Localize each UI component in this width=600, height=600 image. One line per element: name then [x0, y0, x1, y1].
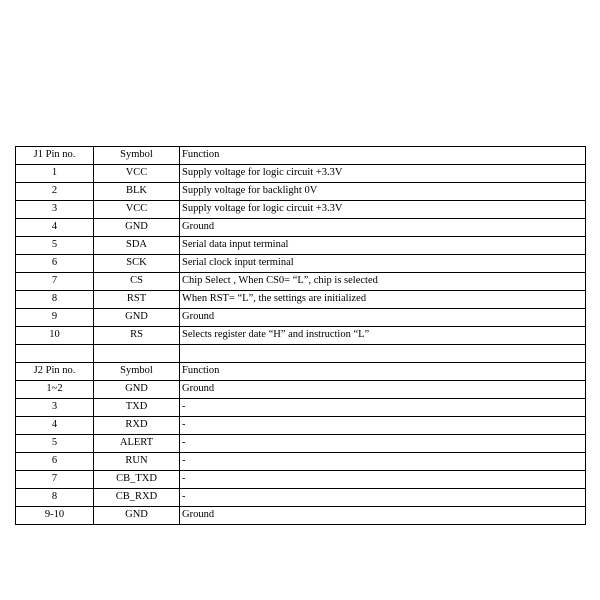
cell-pin: 5: [16, 237, 94, 255]
column-header-function: Function: [180, 147, 586, 165]
column-header-function: Function: [180, 363, 586, 381]
cell-symbol: GND: [94, 507, 180, 525]
cell-symbol: CB_TXD: [94, 471, 180, 489]
table-row: [16, 417, 586, 435]
cell-symbol: GND: [94, 309, 180, 327]
cell-function: When RST= “L”, the settings are initialized: [180, 291, 586, 309]
cell-function: -: [180, 417, 586, 435]
pin-table: [15, 146, 586, 525]
cell-function: Ground: [180, 219, 586, 237]
table-row: [16, 489, 586, 507]
table-row: [16, 381, 586, 399]
table-row: [16, 435, 586, 453]
table-row: [16, 327, 586, 345]
cell-function: Selects register date “H” and instruction “L”: [180, 327, 586, 345]
pin-assignment-tables: [15, 146, 585, 525]
cell-pin: 6: [16, 453, 94, 471]
table-header-row-j2: [16, 363, 586, 381]
column-header-symbol: Symbol: [94, 147, 180, 165]
column-header-symbol: Symbol: [94, 363, 180, 381]
cell-symbol: RS: [94, 327, 180, 345]
table-row: [16, 201, 586, 219]
cell-function: Ground: [180, 309, 586, 327]
cell-symbol: CB_RXD: [94, 489, 180, 507]
cell-pin: 7: [16, 471, 94, 489]
cell-symbol: SCK: [94, 255, 180, 273]
table-row: [16, 507, 586, 525]
cell-function: Serial data input terminal: [180, 237, 586, 255]
cell-function: -: [180, 435, 586, 453]
cell-symbol: TXD: [94, 399, 180, 417]
cell-blank: [94, 345, 180, 363]
table-row: [16, 453, 586, 471]
column-header-pin: J2 Pin no.: [16, 363, 94, 381]
cell-symbol: VCC: [94, 165, 180, 183]
cell-pin: 9-10: [16, 507, 94, 525]
cell-symbol: GND: [94, 381, 180, 399]
cell-symbol: GND: [94, 219, 180, 237]
cell-symbol: VCC: [94, 201, 180, 219]
table-row: [16, 273, 586, 291]
cell-blank: [16, 345, 94, 363]
table-header-row-j1: [16, 147, 586, 165]
cell-symbol: RUN: [94, 453, 180, 471]
cell-pin: 6: [16, 255, 94, 273]
cell-pin: 8: [16, 489, 94, 507]
cell-pin: 1~2: [16, 381, 94, 399]
table-spacer-row: [16, 345, 586, 363]
cell-function: Serial clock input terminal: [180, 255, 586, 273]
cell-pin: 4: [16, 417, 94, 435]
column-header-pin: J1 Pin no.: [16, 147, 94, 165]
table-row: [16, 255, 586, 273]
table-row: [16, 399, 586, 417]
cell-function: Supply voltage for backlight 0V: [180, 183, 586, 201]
cell-function: -: [180, 489, 586, 507]
cell-function: -: [180, 399, 586, 417]
cell-pin: 7: [16, 273, 94, 291]
table-row: [16, 219, 586, 237]
cell-pin: 4: [16, 219, 94, 237]
cell-pin: 9: [16, 309, 94, 327]
cell-pin: 8: [16, 291, 94, 309]
cell-pin: 2: [16, 183, 94, 201]
table-row: [16, 291, 586, 309]
table-row: [16, 471, 586, 489]
cell-function: Supply voltage for logic circuit +3.3V: [180, 201, 586, 219]
table-row: [16, 165, 586, 183]
cell-blank: [180, 345, 586, 363]
table-row: [16, 183, 586, 201]
cell-symbol: SDA: [94, 237, 180, 255]
table-row: [16, 309, 586, 327]
cell-function: Ground: [180, 507, 586, 525]
cell-pin: 3: [16, 399, 94, 417]
cell-symbol: RST: [94, 291, 180, 309]
cell-symbol: ALERT: [94, 435, 180, 453]
cell-function: -: [180, 471, 586, 489]
cell-function: -: [180, 453, 586, 471]
cell-function: Ground: [180, 381, 586, 399]
cell-symbol: BLK: [94, 183, 180, 201]
cell-pin: 1: [16, 165, 94, 183]
cell-function: Supply voltage for logic circuit +3.3V: [180, 165, 586, 183]
cell-pin: 5: [16, 435, 94, 453]
cell-function: Chip Select , When CS0= “L”, chip is selected: [180, 273, 586, 291]
cell-pin: 3: [16, 201, 94, 219]
cell-symbol: RXD: [94, 417, 180, 435]
cell-pin: 10: [16, 327, 94, 345]
table-row: [16, 237, 586, 255]
cell-symbol: CS: [94, 273, 180, 291]
